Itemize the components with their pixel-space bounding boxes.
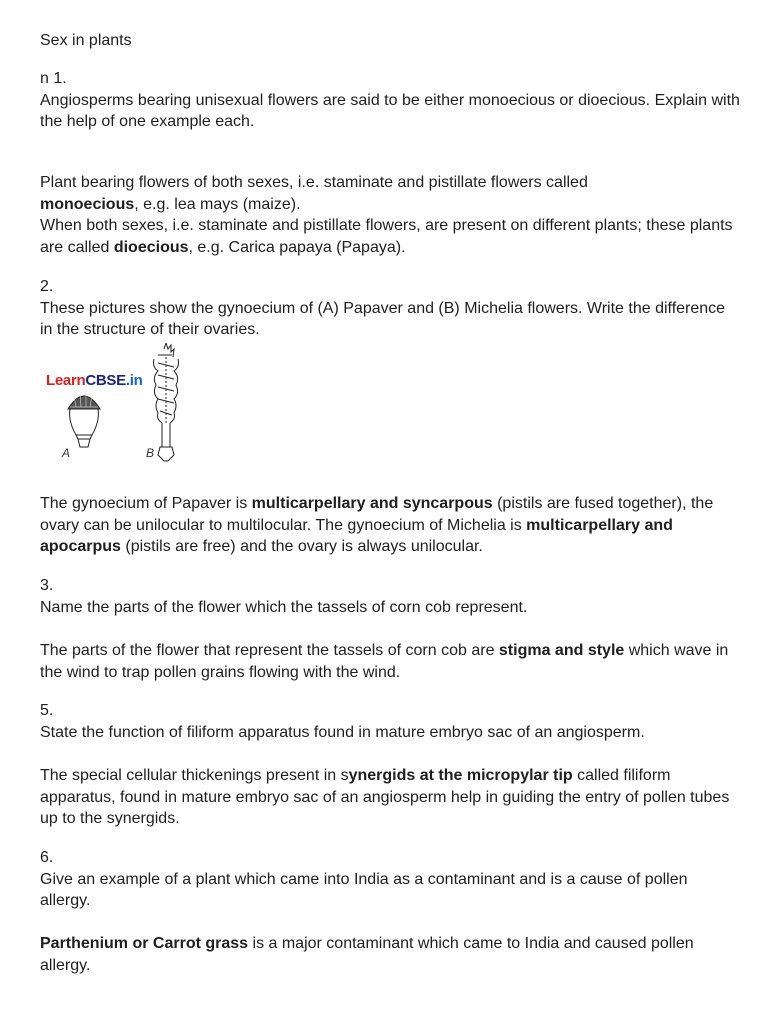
gynoecium-figure [40,343,200,465]
answer-5 [40,765,740,830]
answer-3 [40,640,740,683]
question-number: 5. [40,702,54,719]
question-text: Give an example of a plant which came into India as a contaminant and is a cause of pollen allergy. [40,870,688,910]
answer-1 [40,172,740,258]
answer-text: Plant bearing flowers of both sexes, i.e. staminate and pistillate flowers called monoecious, e.g. lea mays (maize). [40,174,588,213]
question-text: Name the parts of the flower which the tassels of corn cob represent. [40,598,528,616]
question-number: 3. [40,577,54,594]
michelia-gynoecium-icon [154,343,179,461]
answer-text: When both sexes, i.e. staminate and pistillate flowers, are present on different plants; these plants are called dioecious, e.g. Carica papaya (Papaya). [40,217,733,256]
answer-text: Parthenium or Carrot grass is a major contaminant which came to India and caused pollen allergy. [40,935,694,974]
figure-label-b: B [146,446,155,460]
question-5 [40,700,740,743]
answer-2 [40,493,740,558]
answer-text: The parts of the flower that represent the tassels of corn cob are stigma and style which wave in the wind to trap pollen grains flowing with the wind. [40,642,729,681]
question-number: 2. [40,278,54,295]
figure-label-a: A [62,446,71,460]
question-2 [40,276,740,341]
question-number: 6. [40,849,54,866]
question-3 [40,575,740,618]
question-text: Angiosperms bearing unisexual flowers are said to be either monoecious or dioecious. Explain with the help of one example each. [40,91,740,131]
question-text: These pictures show the gynoecium of (A) Papaver and (B) Michelia flowers. Write the difference in the structure of their ovaries. [40,299,726,339]
learncbse-logo: LearnCBSE.in [46,372,143,389]
question-text: State the function of filiform apparatus found in mature embryo sac of an angiosperm. [40,723,645,741]
question-6 [40,847,740,912]
question-1 [40,68,740,133]
answer-6 [40,933,740,976]
page-title: Sex in plants [40,32,132,49]
question-number: n 1. [40,70,67,87]
papaver-gynoecium-icon [68,391,100,447]
answer-text: The special cellular thickenings present in synergids at the micropylar tip called filiform apparatus, found in mature embryo sac of an angiosperm help in guiding the entry of pollen tubes up to the synergids. [40,767,730,828]
answer-text: The gynoecium of Papaver is multicarpellary and syncarpous (pistils are fused together), the ovary can be unilocular to multilocular. The gynoecium of Michelia is multicarpellary and apocarpus (pistils are free) and the ovary is always unilocular. [40,495,714,556]
